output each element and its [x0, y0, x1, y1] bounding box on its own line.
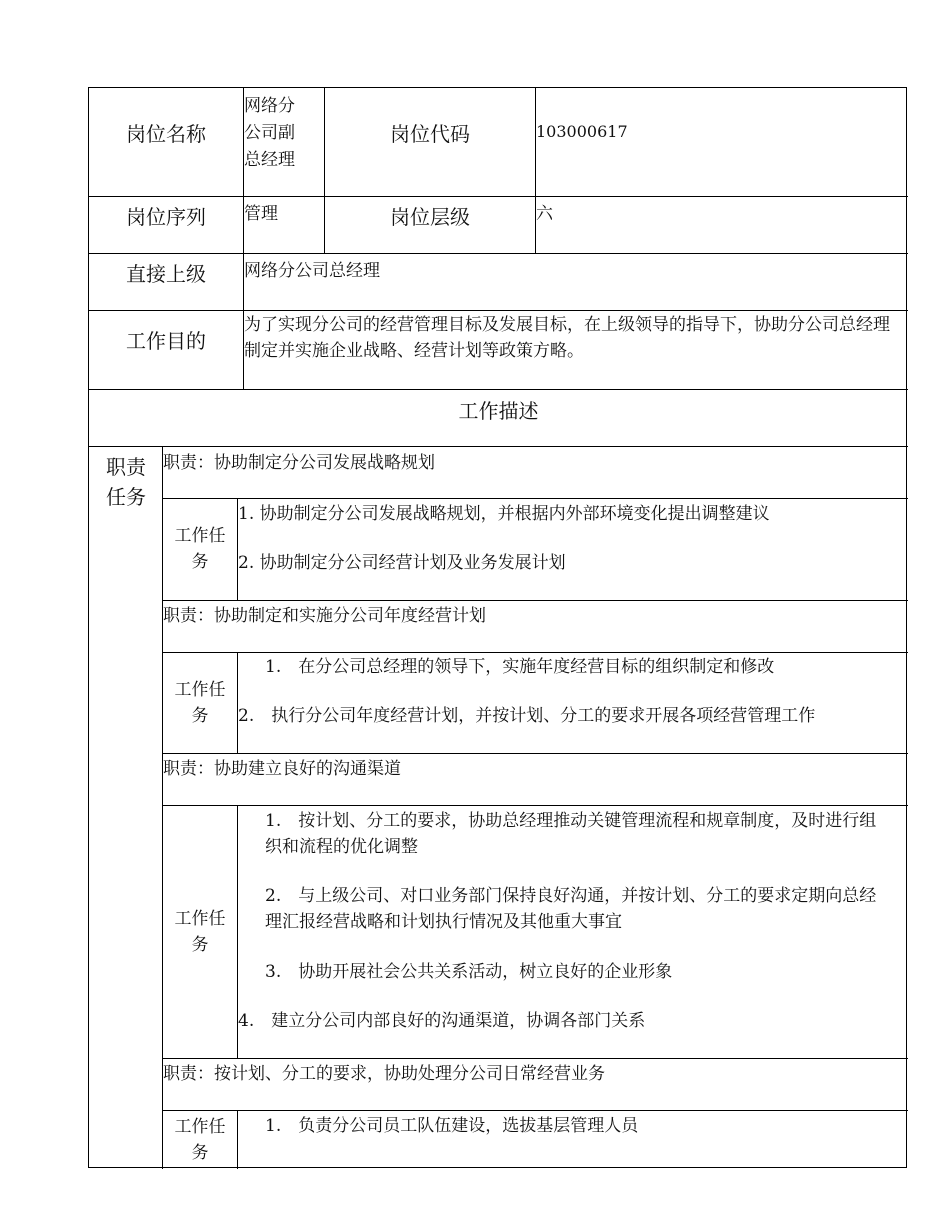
task-item: 2. 执行分公司年度经营计划，并按计划、分工的要求开展各项经营管理工作	[238, 706, 816, 726]
task-item: 1. 协助制定分公司发展战略规划，并根据内外部环境变化提出调整建议	[238, 504, 770, 524]
col-divider	[237, 1110, 238, 1169]
position-name-value: 网络分公司副总经理	[244, 96, 295, 170]
task-item: 3. 协助开展社会公共关系活动，树立良好的企业形象	[265, 962, 673, 982]
task-item: 1. 在分公司总经理的领导下，实施年度经营目标的组织制定和修改	[265, 657, 775, 677]
row-divider	[162, 805, 908, 806]
job-description-table	[88, 87, 907, 1168]
duty-title: 职责：协助制定分公司发展战略规划	[163, 453, 435, 473]
duty-title: 职责：协助制定和实施分公司年度经营计划	[163, 606, 486, 626]
task-item: 2. 与上级公司、对口业务部门保持良好沟通，并按计划、分工的要求定期向总经理汇报经营战略和计划执行情况及其他重大事宜	[265, 886, 877, 932]
description-title: 工作描述	[458, 399, 539, 423]
position-series-value: 管理	[244, 204, 278, 224]
purpose-value: 为了实现分公司的经营管理目标及发展目标，在上级领导的指导下，协助分公司总经理制定并实施企业战略、经营计划等政策方略。	[244, 315, 890, 361]
task-label: 工作任务	[174, 908, 226, 955]
position-level-label: 岗位层级	[390, 205, 470, 229]
row-divider	[162, 753, 908, 754]
task-item: 4. 建立分公司内部良好的沟通渠道，协调各部门关系	[238, 1011, 646, 1031]
row-divider	[162, 652, 908, 653]
duty-title: 职责：按计划、分工的要求，协助处理分公司日常经营业务	[163, 1064, 605, 1084]
row-divider	[89, 253, 908, 254]
position-series-label: 岗位序列	[126, 205, 206, 229]
row-divider	[162, 600, 908, 601]
supervisor-value: 网络分公司总经理	[244, 261, 380, 281]
task-label: 工作任务	[174, 526, 226, 572]
task-item: 1. 负责分公司员工队伍建设，选拔基层管理人员	[265, 1116, 639, 1136]
row-divider	[162, 498, 908, 499]
position-code-label: 岗位代码	[390, 122, 470, 146]
position-level-value: 六	[536, 204, 553, 224]
row-divider	[89, 196, 908, 197]
duty-title: 职责：协助建立良好的沟通渠道	[163, 759, 401, 779]
position-code-value: 103000617	[536, 122, 628, 141]
task-item: 2. 协助制定分公司经营计划及业务发展计划	[238, 553, 566, 573]
row-divider	[89, 446, 908, 447]
row-divider	[162, 1110, 908, 1111]
row-divider	[89, 389, 908, 390]
row-divider	[162, 1058, 908, 1059]
purpose-label: 工作目的	[126, 329, 206, 353]
duties-label: 职责任务	[106, 455, 146, 509]
col-divider	[535, 88, 536, 253]
task-label: 工作任务	[174, 679, 226, 726]
position-name-label: 岗位名称	[126, 122, 206, 146]
task-item: 1. 按计划、分工的要求，协助总经理推动关键管理流程和规章制度，及时进行组织和流程的优化调整	[265, 811, 877, 857]
supervisor-label: 直接上级	[126, 262, 206, 286]
task-label: 工作任务	[174, 1116, 226, 1163]
row-divider	[89, 310, 908, 311]
